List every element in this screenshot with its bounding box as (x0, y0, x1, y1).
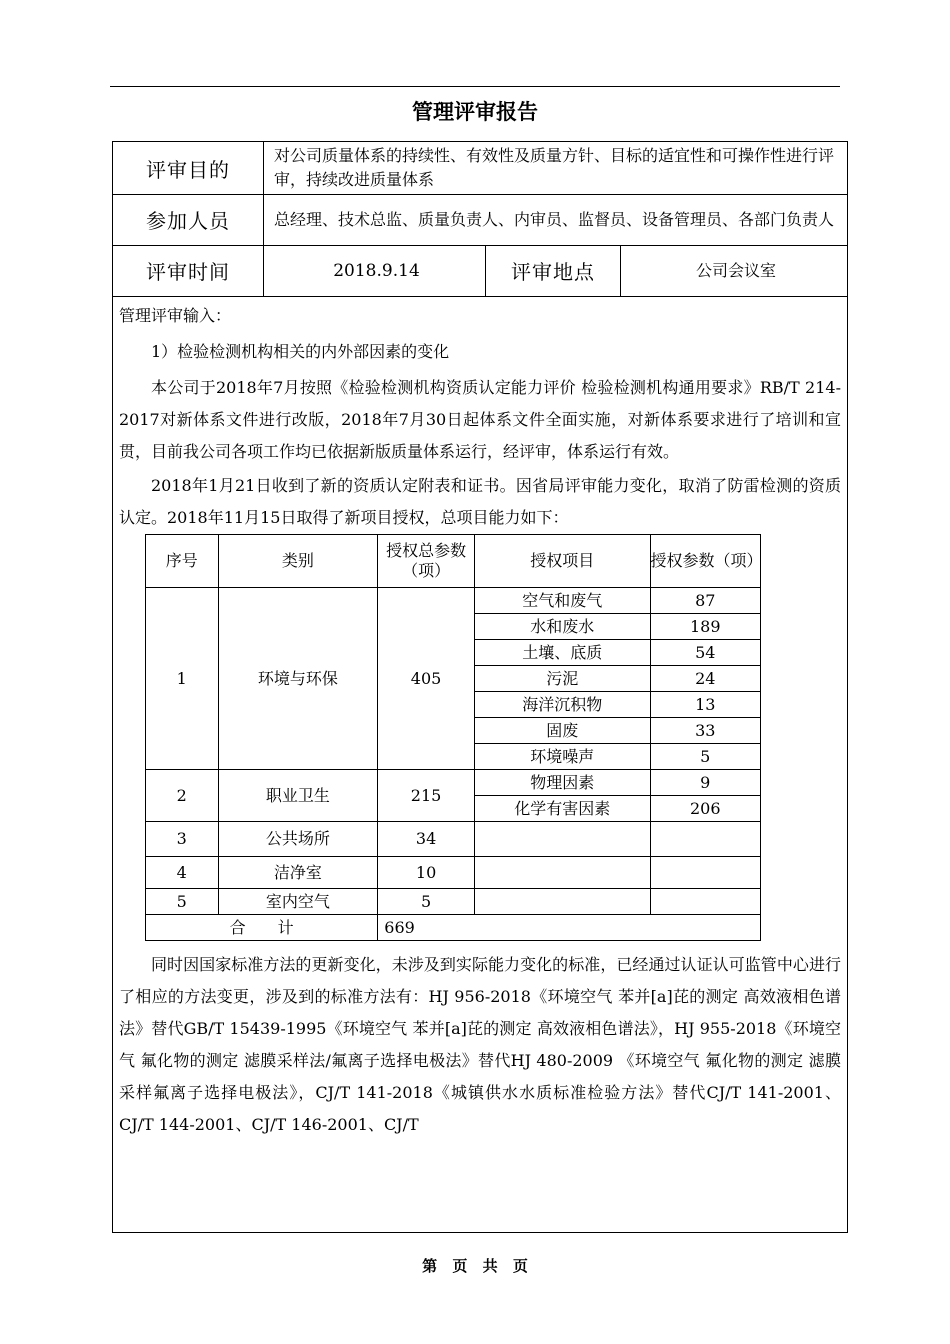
cell-category: 室内空气 (218, 889, 378, 915)
cell-item: 污泥 (474, 666, 650, 692)
paragraph-3: 同时因国家标准方法的更新变化，未涉及到实际能力变化的标准，已经通过认证认可监管中心进行了相应的方法变更，涉及到的标准方法有：HJ 956-2018《环境空气 苯并[a]芘的测定 高效液相色谱法》替代GB/T 15439-1995《环境空气 苯并[a]芘的测定 高效液相色谱法》，HJ 955-2018《环境空气 氟化物的测定 滤膜采样法/氟离子选择电极法》替代HJ 480-2009 《环境空气 氟化物的测定 滤膜采样氟离子选择电极法》，CJ/T 141-2018《城镇供水水质标准检验方法》替代CJ/T 141-2001、CJ/T 144-2001、CJ/T 146-2001、CJ/T (119, 955, 841, 1134)
cell-count: 13 (650, 692, 760, 718)
cell-count-empty (650, 889, 760, 915)
cell-item: 水和废水 (474, 614, 650, 640)
cell-item-empty (474, 857, 650, 889)
cell-category: 洁净室 (218, 857, 378, 889)
time-place-row (113, 245, 847, 297)
cell-category: 职业卫生 (218, 770, 378, 822)
table-row (146, 770, 761, 796)
time-value: 2018.9.14 (263, 245, 485, 296)
table-row (146, 889, 761, 915)
table-total-row (146, 915, 761, 941)
cell-count-empty (650, 822, 760, 857)
header-rule (110, 86, 840, 87)
cell-count: 9 (650, 770, 760, 796)
purpose-row (113, 142, 847, 195)
page-footer: 第 页 共 页 (422, 1257, 528, 1275)
total-value: 669 (378, 915, 761, 941)
col-header-category: 类别 (218, 535, 378, 588)
cell-count: 24 (650, 666, 760, 692)
cell-count: 87 (650, 588, 760, 614)
table-row (146, 822, 761, 857)
cell-category: 环境与环保 (218, 588, 378, 770)
cell-item: 物理因素 (474, 770, 650, 796)
cell-total: 10 (378, 857, 475, 889)
cell-no: 3 (146, 822, 219, 857)
cell-item-empty (474, 889, 650, 915)
cell-category: 公共场所 (218, 822, 378, 857)
cell-total: 34 (378, 822, 475, 857)
purpose-label: 评审目的 (146, 157, 230, 182)
cell-count: 206 (650, 796, 760, 822)
cell-item-empty (474, 822, 650, 857)
cell-total: 405 (378, 588, 475, 770)
purpose-value: 对公司质量体系的持续性、有效性及质量方针、目标的适宜性和可操作性进行评审，持续改进质量体系 (263, 142, 847, 194)
total-label: 合 计 (146, 915, 378, 941)
report-body (119, 300, 841, 1141)
paragraph-2: 2018年1月21日收到了新的资质认定附表和证书。因省局评审能力变化，取消了防雷检测的资质认定。2018年11月15日取得了新项目授权，总项目能力如下： (119, 476, 841, 527)
cell-no: 5 (146, 889, 219, 915)
cell-count: 5 (650, 744, 760, 770)
report-frame (112, 141, 848, 1233)
cell-item: 土壤、底质 (474, 640, 650, 666)
input-item-1: 1）检验检测机构相关的内外部因素的变化 (151, 342, 450, 361)
cell-count: 54 (650, 640, 760, 666)
attendees-row (113, 194, 847, 246)
cell-no: 4 (146, 857, 219, 889)
cell-total: 5 (378, 889, 475, 915)
table-header-row (146, 535, 761, 588)
cell-item: 空气和废气 (474, 588, 650, 614)
place-value: 公司会议室 (620, 245, 847, 296)
cell-item: 固废 (474, 718, 650, 744)
cell-no: 2 (146, 770, 219, 822)
cell-item: 化学有害因素 (474, 796, 650, 822)
cell-item: 海洋沉积物 (474, 692, 650, 718)
authorization-table (145, 534, 761, 941)
table-row (146, 588, 761, 614)
cell-total: 215 (378, 770, 475, 822)
page-title: 管理评审报告 (412, 100, 538, 124)
col-header-item: 授权项目 (474, 535, 650, 588)
place-label: 评审地点 (485, 245, 620, 296)
paragraph-1: 本公司于2018年7月按照《检验检测机构资质认定能力评价 检验检测机构通用要求》RB/T 214-2017对新体系文件进行改版，2018年7月30日起体系文件全面实施，对新体系要求进行了培训和宣贯，目前我公司各项工作均已依据新版质量体系运行，经评审，体系运行有效。 (119, 378, 841, 461)
cell-item: 环境噪声 (474, 744, 650, 770)
col-header-total: 授权总参数（项） (378, 535, 475, 588)
cell-count: 33 (650, 718, 760, 744)
table-row (146, 857, 761, 889)
cell-count-empty (650, 857, 760, 889)
cell-no: 1 (146, 588, 219, 770)
cell-count: 189 (650, 614, 760, 640)
time-label: 评审时间 (146, 260, 230, 284)
attendees-value: 总经理、技术总监、质量负责人、内审员、监督员、设备管理员、各部门负责人 (263, 194, 847, 245)
input-heading: 管理评审输入： (119, 306, 232, 325)
col-header-count: 授权参数（项） (650, 535, 760, 588)
attendees-label: 参加人员 (146, 209, 230, 233)
col-header-no: 序号 (146, 535, 219, 588)
